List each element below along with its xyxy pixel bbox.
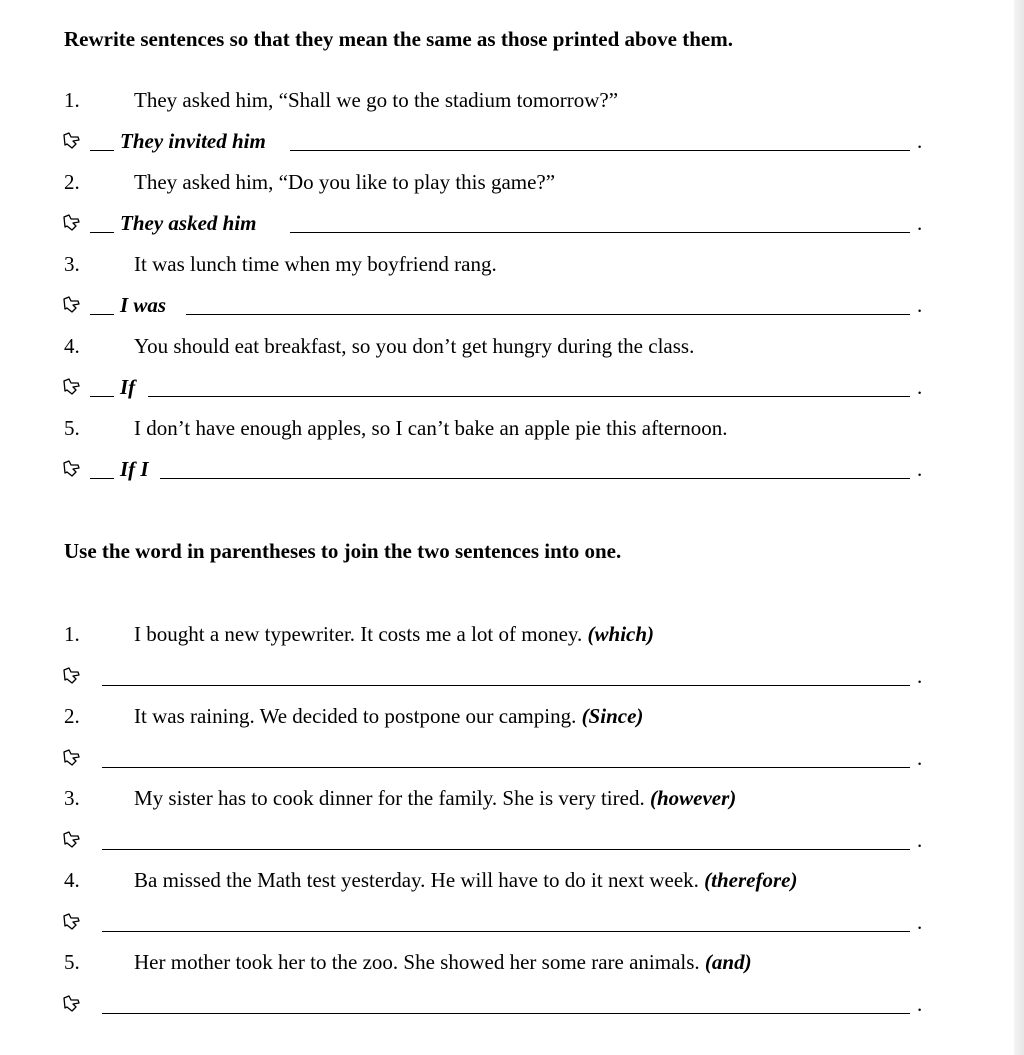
page-edge <box>1014 0 1024 1055</box>
answer-period: . <box>917 293 923 317</box>
answer-dash <box>90 232 114 233</box>
answer-starter: I was <box>120 293 167 317</box>
answer-period: . <box>917 457 923 481</box>
question-text <box>134 950 752 975</box>
section2-answer-4 <box>62 910 924 936</box>
question-number: 4. <box>64 868 80 892</box>
question-number: 4. <box>64 334 80 358</box>
question-number: 2. <box>64 170 80 194</box>
question-number: 5. <box>64 416 80 440</box>
question-sentences: My sister has to cook dinner for the family. She is very tired. <box>134 786 645 810</box>
question-text: They asked him, “Shall we go to the stadium tomorrow?” <box>134 88 619 112</box>
question-number: 5. <box>64 950 80 974</box>
answer-starter: If <box>120 375 136 399</box>
writing-hand-icon <box>62 295 82 315</box>
writing-hand-icon <box>62 994 82 1014</box>
answer-dash <box>90 314 114 315</box>
answer-starter: They invited him <box>120 129 266 153</box>
answer-period: . <box>917 910 923 934</box>
answer-dash <box>90 150 114 151</box>
question-sentences: It was raining. We decided to postpone our camping. <box>134 704 577 728</box>
answer-period: . <box>917 664 923 688</box>
answer-starter: If I <box>120 457 149 481</box>
answer-line[interactable] <box>102 1013 910 1014</box>
answer-period: . <box>917 992 923 1016</box>
question-text <box>134 786 736 811</box>
answer-period: . <box>917 129 923 153</box>
section1-instruction: Rewrite sentences so that they mean the same as those printed above them. <box>64 27 733 51</box>
answer-period: . <box>917 746 923 770</box>
writing-hand-icon <box>62 912 82 932</box>
question-text: I don’t have enough apples, so I can’t bake an apple pie this afternoon. <box>134 416 728 440</box>
answer-line[interactable] <box>148 396 910 397</box>
question-text: You should eat breakfast, so you don’t get hungry during the class. <box>134 334 695 358</box>
writing-hand-icon <box>62 377 82 397</box>
question-text: They asked him, “Do you like to play this game?” <box>134 170 556 194</box>
section2-answer-3 <box>62 828 924 854</box>
question-text <box>134 704 643 729</box>
question-number: 2. <box>64 704 80 728</box>
answer-line[interactable] <box>102 767 910 768</box>
answer-line[interactable] <box>102 931 910 932</box>
question-sentences: Ba missed the Math test yesterday. He will have to do it next week. <box>134 868 699 892</box>
writing-hand-icon <box>62 131 82 151</box>
parenthesis-word: (therefore) <box>704 868 798 892</box>
section1-answer-2 <box>62 211 924 237</box>
question-text <box>134 868 797 893</box>
writing-hand-icon <box>62 666 82 686</box>
answer-period: . <box>917 211 923 235</box>
answer-dash <box>90 396 114 397</box>
answer-dash <box>90 478 114 479</box>
question-text <box>134 622 654 647</box>
answer-starter: They asked him <box>120 211 257 235</box>
section1-answer-1 <box>62 129 924 155</box>
parenthesis-word: (however) <box>649 786 737 810</box>
section1-answer-4 <box>62 375 924 401</box>
question-number: 3. <box>64 252 80 276</box>
section2-answer-2 <box>62 746 924 772</box>
answer-period: . <box>917 375 923 399</box>
section2-answer-5 <box>62 992 924 1018</box>
question-text: It was lunch time when my boyfriend rang. <box>134 252 497 276</box>
answer-line[interactable] <box>102 685 910 686</box>
question-sentences: I bought a new typewriter. It costs me a lot of money. <box>134 622 583 646</box>
answer-line[interactable] <box>102 849 910 850</box>
writing-hand-icon <box>62 830 82 850</box>
question-number: 1. <box>64 622 80 646</box>
writing-hand-icon <box>62 459 82 479</box>
parenthesis-word: (and) <box>704 950 752 974</box>
parenthesis-word: (which) <box>587 622 655 646</box>
section2-instruction: Use the word in parentheses to join the two sentences into one. <box>64 539 622 563</box>
answer-line[interactable] <box>186 314 910 315</box>
answer-line[interactable] <box>290 150 910 151</box>
writing-hand-icon <box>62 213 82 233</box>
writing-hand-icon <box>62 748 82 768</box>
question-sentences: Her mother took her to the zoo. She showed her some rare animals. <box>134 950 700 974</box>
answer-line[interactable] <box>290 232 910 233</box>
parenthesis-word: (Since) <box>581 704 644 728</box>
section1-answer-5 <box>62 457 924 483</box>
question-number: 3. <box>64 786 80 810</box>
answer-line[interactable] <box>160 478 910 479</box>
section1-answer-3 <box>62 293 924 319</box>
answer-period: . <box>917 828 923 852</box>
section2-answer-1 <box>62 664 924 690</box>
question-number: 1. <box>64 88 80 112</box>
